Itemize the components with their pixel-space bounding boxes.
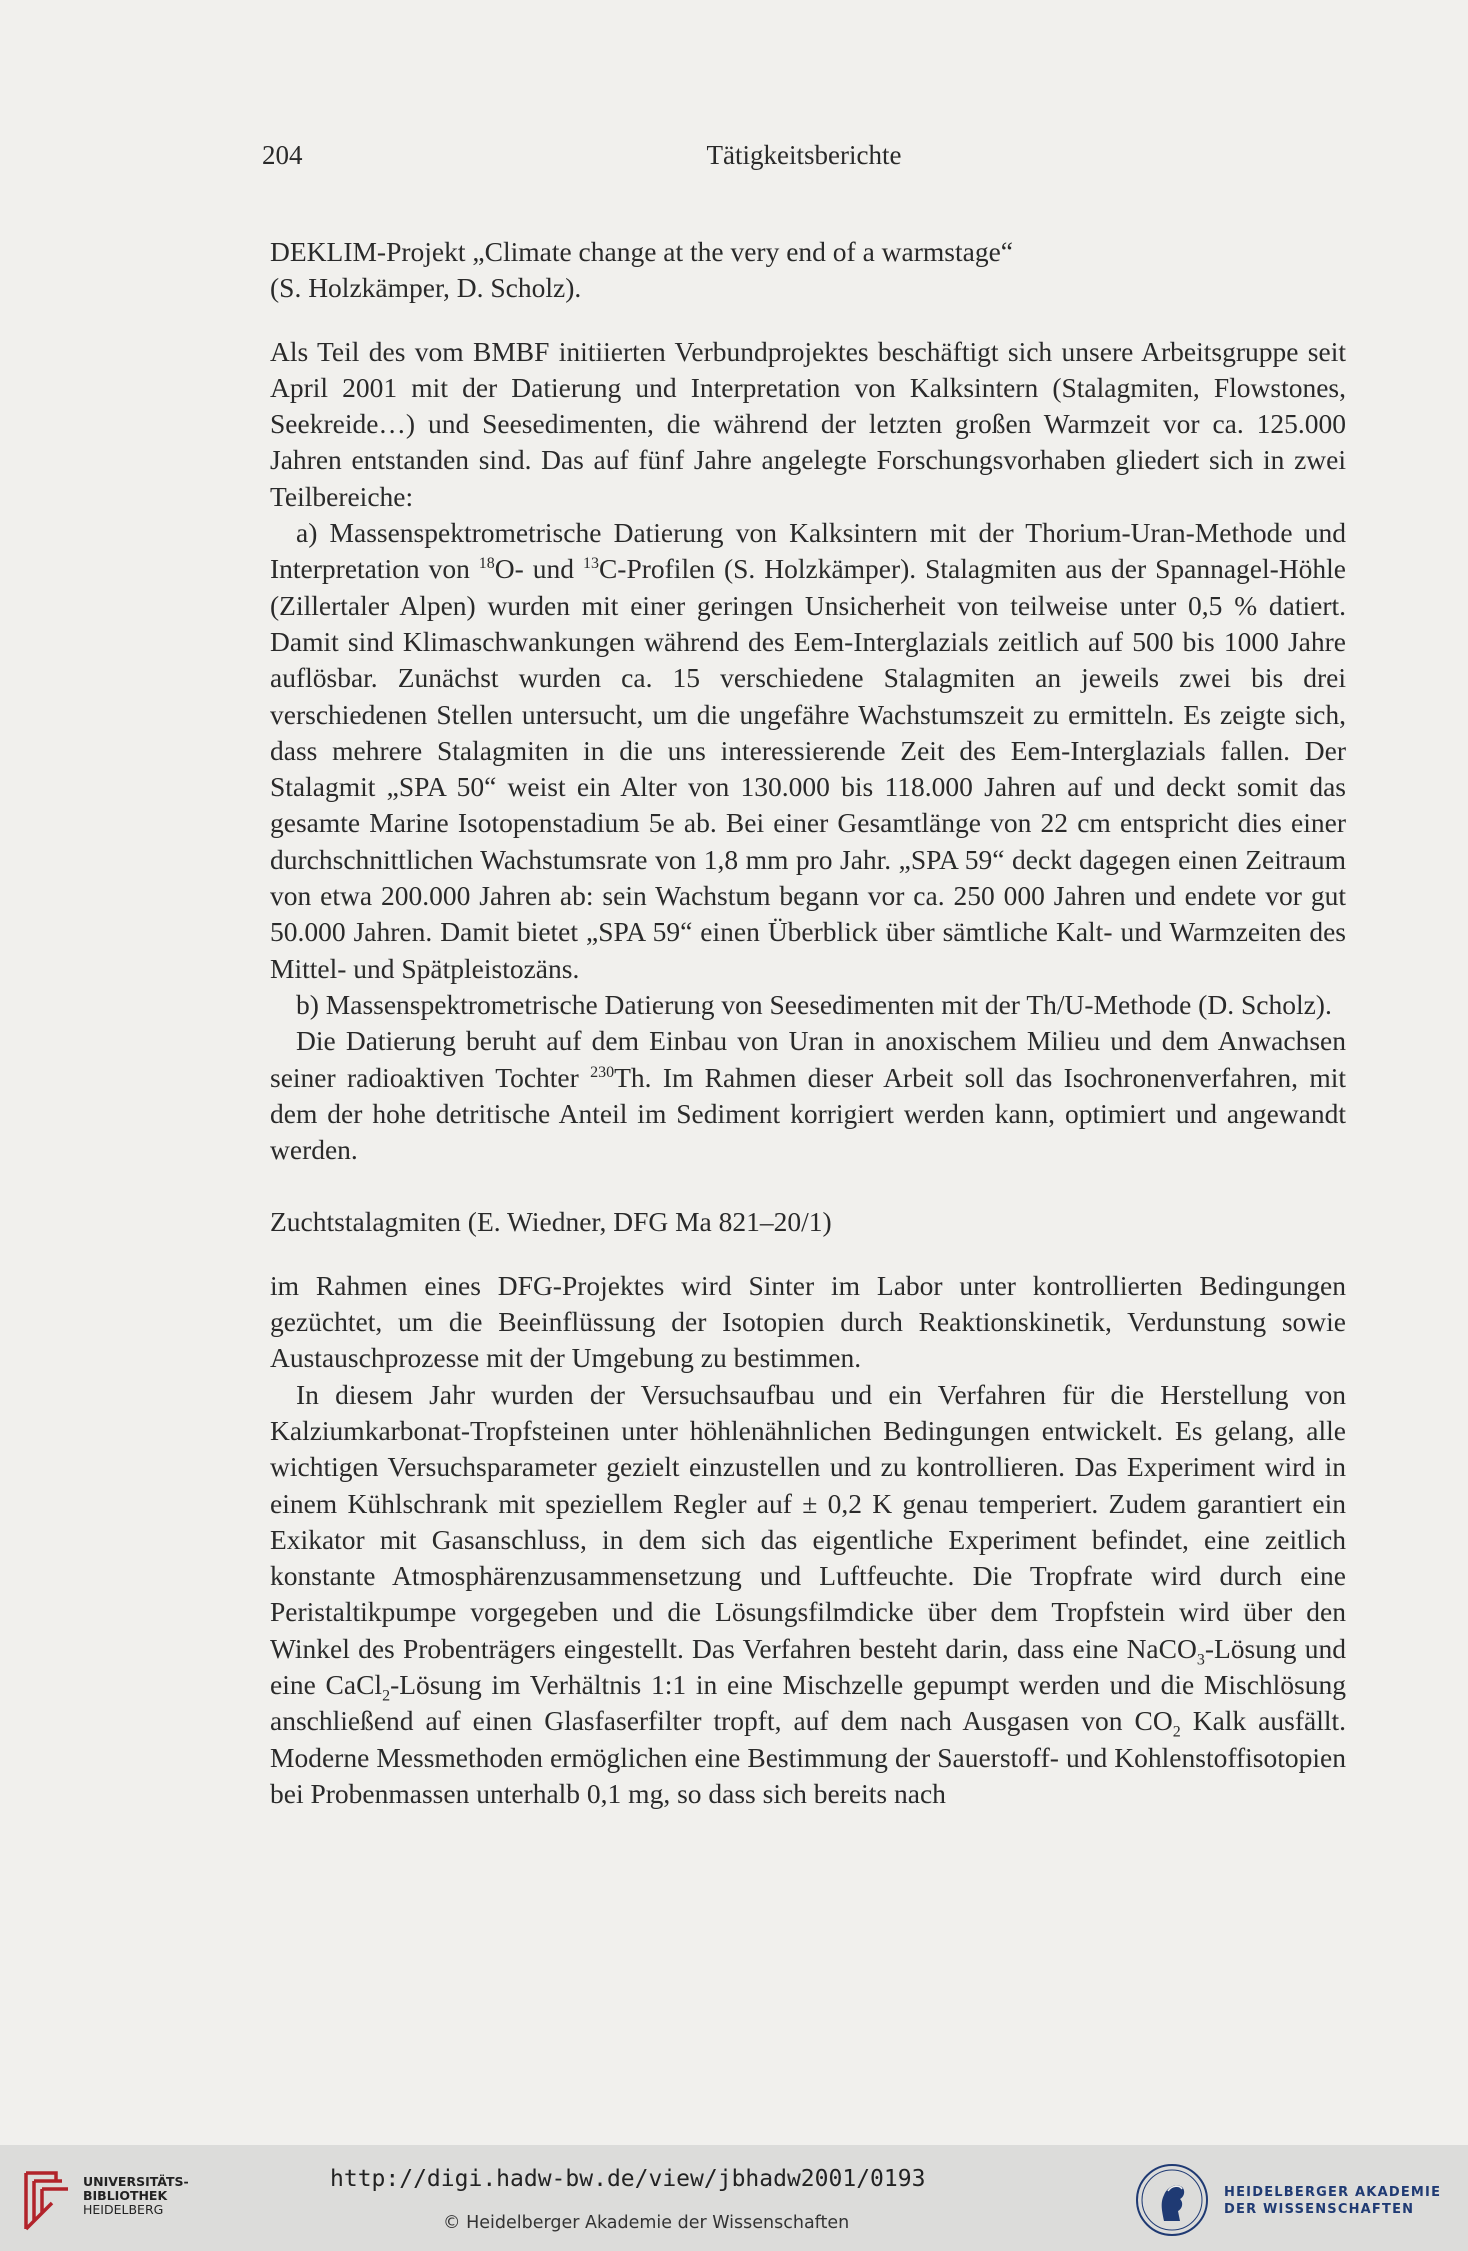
paragraph-dfg: im Rahmen eines DFG-Projektes wird Sinter im Labor unter kontrollierten Bedingungen gezüchtet, um die Beeinflüssung der Isotopien durch Reaktionskinetik, Verdunstung sowie Austauschprozesse mit der Umgebung zu bestimmen. [270, 1269, 1346, 1374]
deklim-title: DEKLIM-Projekt „Climate change at the very end of a warmstage“ [270, 236, 1013, 267]
university-library-name [83, 2175, 189, 2217]
paragraph-part-a [270, 515, 1346, 987]
paragraph-part-b: b) Massenspektrometrische Datierung von Seesedimenten mit der Th/U-Methode (D. Scholz). [296, 988, 1332, 1020]
viewer-footer [0, 2145, 1468, 2251]
text-run: Die Datierung beruht auf dem Einbau von Uran in anoxischem Milieu und dem Anwachsen seiner radioaktiven Tochter [270, 1025, 1346, 1093]
academy-line: HEIDELBERGER AKADEMIE [1224, 2185, 1442, 2200]
subscript: 3 [1196, 1651, 1205, 1669]
text-run: -Lösung im Verhältnis 1:1 in eine Mischzelle gepumpt werden und die Mischlösung anschließend auf einen Glasfaserfilter tropft, auf dem nach Ausgasen von CO [270, 1668, 1346, 1737]
superscript: 13 [582, 555, 599, 573]
superscript: 18 [478, 555, 495, 573]
text-run: C-Profilen (S. Holzkämper). Stalagmiten aus der Spannagel-Höhle (Zillertaler Alpen) wurden mit einer geringen Unsicherheit von teilweise unter 0,5 % datiert. Damit sind Klimaschwankungen während des Eem-Interglazials zeitlich auf 500 bis 1000 Jahre auflösbar. Zunächst wurden ca. 15 verschiedene Stalagmiten an jeweils zwei bis drei verschiedenen Stellen untersucht, um die ungefähre Wachstumszeit zu ermitteln. Es zeigte sich, dass mehrere Stalagmiten in die uns interessierende Zeit des Eem-Interglazials fallen. Der Stalagmit „SPA 50“ weist ein Alter von 130.000 bis 118.000 Jahren auf und deckt somit das gesamte Marine Isotopenstadium 5e ab. Bei einer Gesamtlänge von 22 cm entspricht dies einer durchschnittlichen Wachstumsrate von 1,8 mm pro Jahr. „SPA 59“ deckt dagegen einen Zeitraum von etwa 200.000 Jahren ab: sein Wachstum begann vor ca. 250 000 Jahren und endete vor gut 50.000 Jahren. Damit bietet „SPA 59“ einen Überblick über sämtliche Kalt- und Warmzeiten des Mittel- und Spätpleistozäns. [270, 553, 1346, 984]
academy-line: DER WISSENSCHAFTEN [1224, 2202, 1415, 2217]
paragraph-uranium [270, 1023, 1346, 1168]
academy-name [1224, 2184, 1441, 2218]
text-run: Th. Im Rahmen dieser Arbeit soll das Isochronenverfahren, mit dem der hohe detritische Anteil im Sediment korrigiert werden kann, optimiert und angewandt werden. [270, 1061, 1346, 1166]
running-head: Tätigkeitsberichte [706, 140, 902, 170]
text-run: a) Massenspektrometrische Datierung von Kalksintern mit der Thorium-Uran-Methode und Interpretation von [270, 517, 1346, 585]
academy-seal-icon [1134, 2161, 1210, 2239]
subscript: 2 [382, 1687, 391, 1705]
superscript: 230 [590, 1063, 615, 1081]
permalink-url[interactable]: http://digi.hadw-bw.de/view/jbhadw2001/0193 [330, 2166, 926, 2192]
university-library-logo-icon [18, 2167, 70, 2235]
page-number: 204 [262, 140, 303, 170]
zucht-title: Zuchtstalagmiten (E. Wiedner, DFG Ma 821–20/1) [270, 1206, 832, 1238]
subscript: 2 [1172, 1723, 1181, 1741]
library-line: BIBLIOTHEK [83, 2188, 168, 2203]
text-run: -Lösung und eine CaCl [270, 1632, 1346, 1700]
paragraph-experiment [270, 1377, 1346, 1813]
page-header [262, 140, 1346, 180]
copyright-notice: © Heidelberger Akademie der Wissenschaften [443, 2213, 850, 2233]
page-body [270, 234, 1346, 1812]
deklim-authors: (S. Holzkämper, D. Scholz). [270, 272, 582, 304]
library-line: HEIDELBERG [83, 2202, 164, 2217]
text-run: O- und [494, 553, 583, 585]
text-run: Kalk ausfällt. Moderne Messmethoden ermöglichen eine Bestimmung der Sauerstoff- und Kohlenstoffisotopien bei Probenmassen unterhalb 0,1 mg, so dass sich bereits nach [270, 1705, 1346, 1809]
library-line: UNIVERSITÄTS- [83, 2174, 189, 2189]
paragraph-intro: Als Teil des vom BMBF initiierten Verbundprojektes beschäftigt sich unsere Arbeitsgruppe seit April 2001 mit der Datierung und Interpretation von Kalksintern (Stalagmiten, Flowstones, Seekreide…) und Seesedimenten, die während der letzten großen Warmzeit vor ca. 125.000 Jahren entstanden sind. Das auf fünf Jahre angelegte Forschungsvorhaben gliedert sich in zwei Teilbereiche: [270, 335, 1346, 512]
text-run: In diesem Jahr wurden der Versuchsaufbau und ein Verfahren für die Herstellung von Kalziumkarbonat-Tropfsteinen unter höhlenähnlichen Bedingungen entwickelt. Es gelang, alle wichtigen Versuchsparameter gezielt einzustellen und zu kontrollieren. Das Experiment wird in einem Kühlschrank mit speziellem Regler auf ± 0,2 K genau temperiert. Zudem garantiert ein Exikator mit Gasanschluss, in dem sich das eigentliche Experiment befindet, eine zeitlich konstante Atmosphärenzusammensetzung und Luftfeuchte. Die Tropfrate wird durch eine Peristaltikpumpe vorgegeben und die Lösungsfilmdicke über dem Tropfstein wird über den Winkel des Probenträgers eingestellt. Das Verfahren besteht darin, dass eine NaCO [270, 1378, 1346, 1664]
